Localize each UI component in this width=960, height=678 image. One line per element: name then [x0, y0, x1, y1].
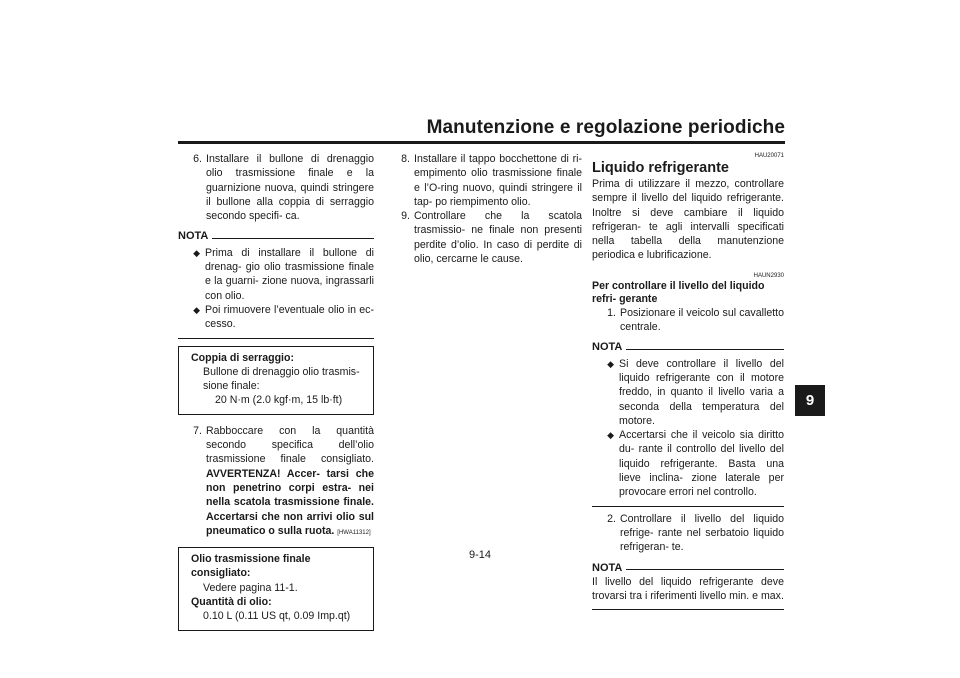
nota-end-rule: [592, 609, 784, 610]
warning-code: [HWA11312]: [337, 529, 371, 536]
step-text: Rabboccare con la quantità secondo specifica dell’olio trasmissione finale consigliato. AVVERTENZA! Accer- tarsi che non penetrino corpi estra- nei nella scatola trasmissione finale. Accertarsi che non arrivi olio sul pneumatico o sulla ruota. [HWA11312]: [206, 424, 374, 537]
box-heading: Olio trasmissione finale consigliato:: [191, 553, 311, 580]
column-1: [178, 152, 374, 640]
step-9: [386, 209, 582, 266]
torque-spec-box: [178, 346, 374, 415]
nota-list: [178, 246, 374, 332]
nota-header: [178, 229, 374, 243]
box-value: 20 N·m (2.0 kgf·m, 15 lb·ft): [215, 394, 343, 407]
page-header-title: Manutenzione e regolazione periodiche: [426, 117, 785, 138]
diamond-bullet-icon: ◆: [607, 430, 614, 441]
column-3: [592, 152, 784, 615]
step-number: 8.: [401, 153, 410, 165]
step-number: 6.: [193, 153, 202, 165]
list-item: ◆ Si deve controllare il livello del liquido refrigerante con il motore freddo, in quanto il livello varia a seconda della temperatura del motore.: [592, 357, 784, 428]
box-heading: Coppia di serraggio:: [191, 351, 295, 364]
diamond-bullet-icon: ◆: [607, 358, 614, 369]
nota-label: NOTA: [592, 561, 623, 574]
section-code: HAU20071: [754, 153, 784, 159]
box-heading: Quantità di olio:: [191, 596, 272, 609]
step-text: Installare il tappo bocchettone di ri- empimento olio trasmissione finale e l’O-ring nuovo, quindi stringere il tap- po riempimento olio.: [414, 153, 582, 208]
nota-header: [592, 340, 784, 354]
box-item: Bullone di drenaggio olio trasmis- sione finale:: [203, 365, 360, 393]
step-8: [386, 152, 582, 209]
nota-list: [592, 357, 784, 500]
step-number: 2.: [607, 512, 616, 525]
step-text: Controllare che la scatola trasmissio- ne finale non presenti perdite d’olio. In caso di perdite di olio, cercarne le cause.: [414, 210, 582, 266]
nota-end-rule: [178, 338, 374, 339]
nota-rule: [626, 569, 784, 570]
step-2: [592, 512, 784, 555]
step-text: Controllare il livello del liquido refrige- rante nel serbatoio liquido refrigeran- te.: [620, 512, 784, 554]
nota-label: NOTA: [592, 341, 623, 354]
step-1: [592, 306, 784, 335]
box-value: 0.10 L (0.11 US qt, 0.09 Imp.qt): [203, 610, 351, 623]
nota-rule: [212, 238, 374, 239]
nota-text: Il livello del liquido refrigerante deve trovarsi tra i riferimenti livello min. e max.: [592, 575, 784, 603]
list-item: ◆ Prima di installare il bullone di drenag- gio olio trasmissione finale e la guarni- zione nuova, ingrassarli con olio.: [178, 246, 374, 303]
column-2: [386, 152, 582, 266]
step-text: Installare il bullone di drenaggio olio trasmissione finale e la guarnizione nuova, quindi stringere il bullone alla coppia di serraggio secondo specifi- ca.: [206, 153, 374, 223]
subsection-code: HAUN2930: [753, 272, 784, 279]
section-intro: Prima di utilizzare il mezzo, controllare sempre il livello del liquido refrigerante. Inoltre si deve cambiare il liquido refrigeran- te agli intervalli specificati nella tabella della manutenzione periodica e lubrificazione.: [592, 178, 784, 262]
step-text: Posizionare il veicolo sul cavalletto centrale.: [620, 306, 784, 334]
step-number: 9.: [401, 210, 410, 223]
diamond-bullet-icon: ◆: [193, 304, 200, 315]
chapter-tab: 9: [795, 385, 825, 416]
diamond-bullet-icon: ◆: [193, 247, 200, 258]
nota-rule: [626, 349, 784, 350]
list-item: ◆ Poi rimuovere l’eventuale olio in ec- cesso.: [178, 303, 374, 332]
nota-header: [592, 561, 784, 575]
step-number: 1.: [607, 306, 616, 319]
warning-text: AVVERTENZA! Accer- tarsi che non penetrino corpi estra- nei nella scatola trasmissione finale. Accertarsi che non arrivi olio sul pneumatico o sulla ruota.: [206, 467, 374, 537]
header-rule: [178, 141, 785, 144]
step-7: [178, 424, 374, 540]
step-6: [178, 152, 374, 223]
page-number: 9-14: [468, 549, 492, 561]
step-number: 7.: [193, 424, 202, 437]
box-value: Vedere pagina 11-1.: [203, 581, 298, 594]
nota-label: NOTA: [178, 230, 209, 243]
list-item: ◆ Accertarsi che il veicolo sia diritto du- rante il controllo del livello del liquido refrigerante. Basta una lieve inclina- zione laterale per provocare errori nel controllo.: [592, 428, 784, 499]
oil-spec-box: [178, 547, 374, 630]
subsection-title: Per controllare il livello del liquido refri- gerante: [592, 279, 765, 305]
section-title: Liquido refrigerante: [592, 160, 729, 176]
nota-end-rule: [592, 506, 784, 507]
